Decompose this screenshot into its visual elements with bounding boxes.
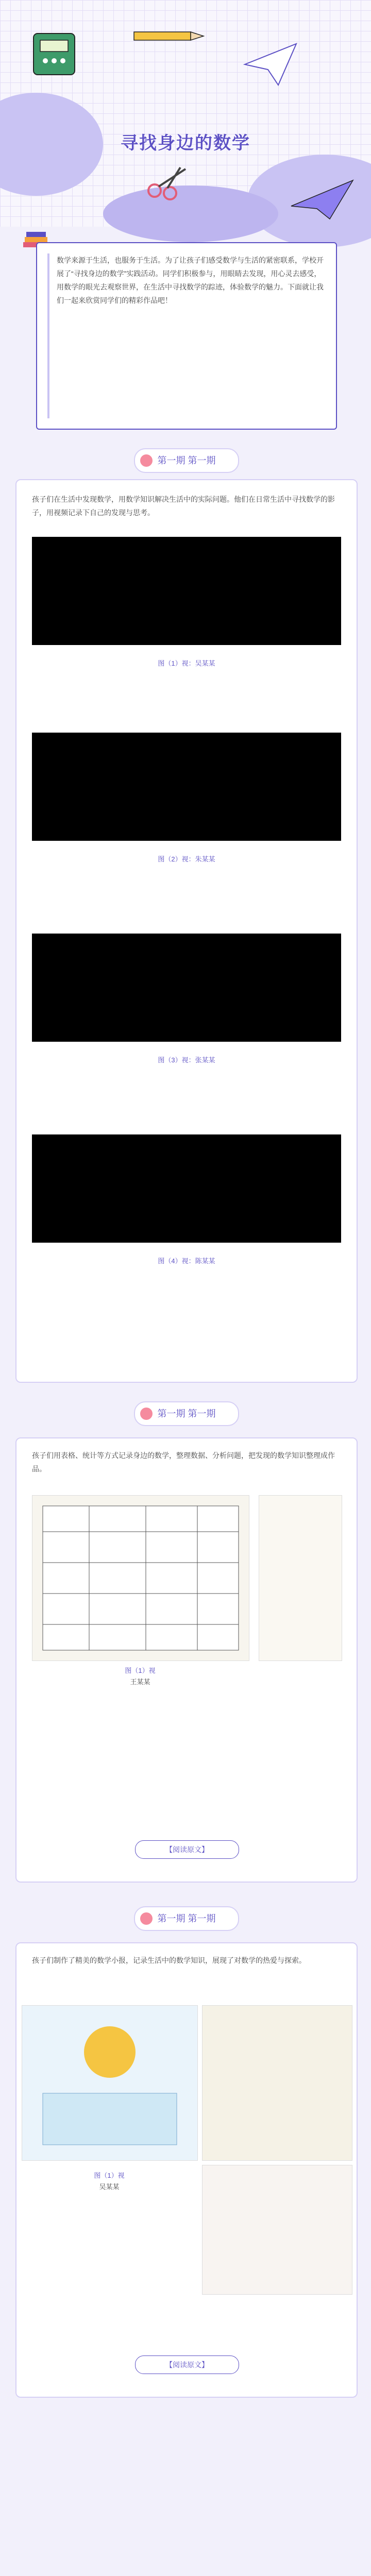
pencil-icon — [129, 21, 206, 52]
intro-text: 数学来源于生活，也服务于生活。为了让孩子们感受数学与生活的紧密联系，学校开展了“寻找身边的数学”实践活动。同学们积极参与，用眼睛去发现，用心灵去感受，用数学的眼光去观察世界，在生活中寻找数学的踪迹，体验数学的魅力。下面就让我们一起来欣赏同学们的精彩作品吧！ — [57, 256, 324, 304]
section3-image-caption: 图（1）视 — [94, 2172, 125, 2179]
section3-read-more-button[interactable]: 【阅读原文】 — [135, 2355, 239, 2374]
paper-plane-icon — [242, 41, 299, 88]
video-2-caption: 图（2）视：朱某某 — [158, 855, 215, 863]
calculator-icon — [31, 31, 77, 77]
section1-card — [15, 479, 358, 1383]
worksheet-image — [32, 1495, 249, 1661]
section2-text: 孩子们用表格、统计等方式记录身边的数学，整理数据、分析问题，把发现的数学知识整理成作品。 — [32, 1451, 335, 1473]
tag-badge-icon — [140, 454, 153, 467]
video-4-caption: 图（4）视：陈某某 — [158, 1257, 215, 1265]
math-poster-2 — [202, 2005, 352, 2161]
section1-tag — [134, 448, 239, 473]
section2-tag-label: 第一期 第一期 — [157, 1409, 216, 1419]
paper-plane-2-icon — [289, 175, 356, 222]
section3-tag-label: 第一期 第一期 — [157, 1913, 216, 1924]
worksheet-table-icon — [32, 1496, 249, 1660]
video-1-caption: 图（1）视：吴某某 — [158, 659, 215, 667]
tag-badge-icon — [140, 1408, 153, 1420]
section3-tag — [134, 1906, 239, 1931]
poster-doodle-icon — [22, 2006, 197, 2160]
section2-tag — [134, 1401, 239, 1426]
section2-image-caption: 王某某 — [130, 1678, 150, 1686]
intro-box — [36, 242, 337, 430]
tag-badge-icon — [140, 1912, 153, 1925]
hero-banner — [0, 0, 371, 227]
video-2[interactable] — [32, 733, 341, 841]
page-title: 寻找身边的数学 — [121, 133, 250, 153]
section3-image-name: 吴某某 — [99, 2183, 120, 2191]
section2-card — [15, 1437, 358, 1883]
math-poster-3 — [202, 2165, 352, 2295]
video-4[interactable] — [32, 1134, 341, 1243]
scissors-icon — [144, 165, 191, 201]
section1-tag-label: 第一期 第一期 — [157, 455, 216, 466]
video-3-caption: 图（3）视：张某某 — [158, 1056, 215, 1064]
section3-text: 孩子们制作了精美的数学小报，记录生活中的数学知识，展现了对数学的热爱与探索。 — [32, 1956, 306, 1964]
section2-image-title: 图（1）视 — [125, 1667, 156, 1674]
worksheet-side-image — [259, 1495, 342, 1661]
video-3[interactable] — [32, 934, 341, 1042]
section2-read-more-button[interactable]: 【阅读原文】 — [135, 1840, 239, 1859]
intro-inner — [47, 253, 326, 418]
math-poster-1 — [22, 2005, 198, 2161]
hero-blob-bottom — [103, 185, 278, 242]
video-1[interactable] — [32, 537, 341, 645]
section1-text: 孩子们在生活中发现数学，用数学知识解决生活中的实际问题。他们在日常生活中寻找数学的影子，用视频记录下自己的发现与思考。 — [32, 495, 335, 517]
section3-card — [15, 1942, 358, 2398]
